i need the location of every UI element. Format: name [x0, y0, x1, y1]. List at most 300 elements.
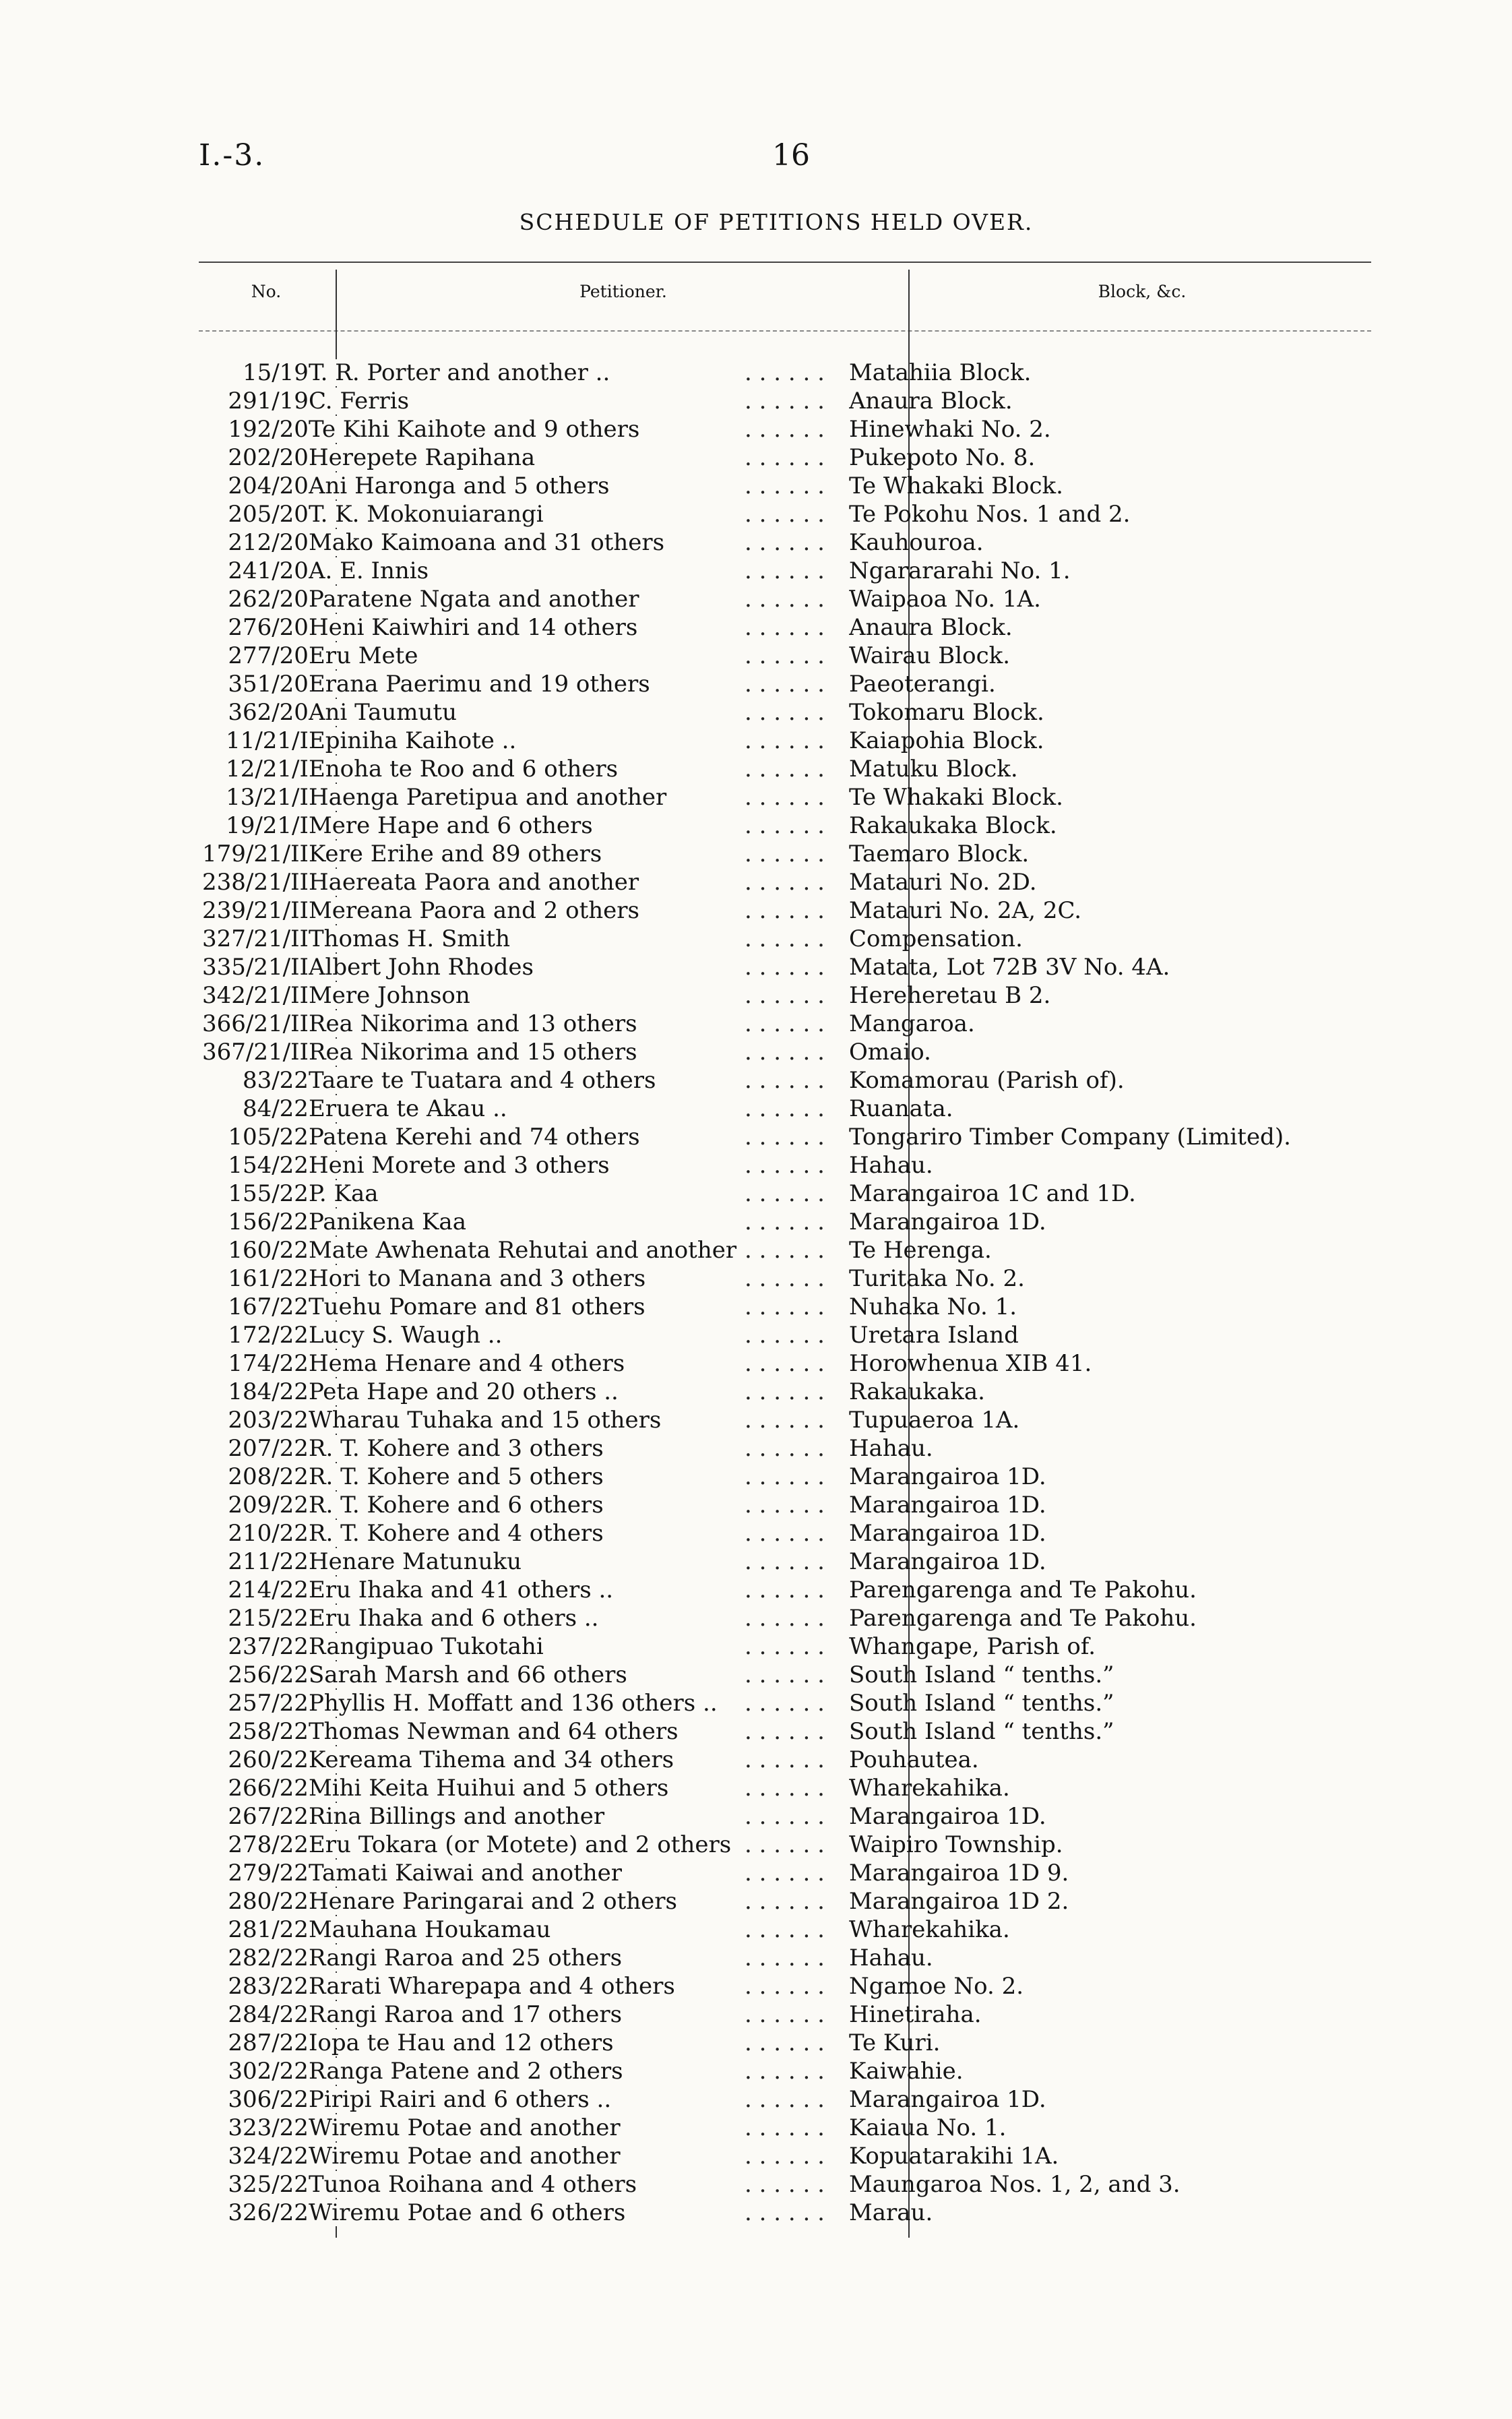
petition-number: 174/22 [228, 1350, 309, 1377]
petitioner-name: Ranga Patene and 2 others [309, 2058, 630, 2085]
petition-number: 326/22 [228, 2199, 309, 2226]
dot-leader: . . . . . . [745, 1265, 825, 1292]
petitioner-cell [309, 1661, 849, 1689]
petitioner-cell [309, 1066, 849, 1095]
petitioner-name: A. E. Innis [309, 557, 435, 584]
dot-leader: . . . . . . [745, 812, 825, 839]
petition-number: 279/22 [228, 1860, 309, 1887]
petitioner-name: Erana Paerimu and 19 others [309, 671, 657, 698]
table-row [202, 840, 1313, 868]
petitioner-cell [309, 1293, 849, 1321]
petitioner-name: Thomas H. Smith [309, 925, 517, 952]
table-row [202, 1038, 1313, 1066]
block-name: Paeoterangi. [848, 671, 996, 698]
dot-leader: . . . . . . [745, 2171, 825, 2198]
petitioner-cell [309, 2170, 849, 2199]
petition-number: 154/22 [228, 1152, 309, 1179]
petition-number: 84/22 [242, 1095, 309, 1122]
block-name: Hahau. [848, 1435, 933, 1462]
petitioner-name: Mako Kaimoana and 31 others [309, 529, 671, 556]
table-row [202, 698, 1313, 727]
dot-leader: . . . . . . [745, 1010, 825, 1037]
dot-leader: . . . . . . [745, 1378, 825, 1405]
petition-number: 155/22 [228, 1180, 309, 1207]
block-name: Marangairoa 1D 2. [848, 1888, 1069, 1915]
block-name: Marangairoa 1D. [848, 2086, 1046, 2113]
dot-leader: . . . . . . [745, 1831, 825, 1858]
petitioner-cell [309, 1944, 849, 1972]
petitioner-name: Hema Henare and 4 others [309, 1350, 631, 1377]
dot-leader: . . . . . . [745, 1548, 825, 1575]
table-row [202, 755, 1313, 783]
block-name: Uretara Island [848, 1322, 1019, 1349]
table-row [202, 1349, 1313, 1378]
block-name: Marangairoa 1D. [848, 1520, 1046, 1547]
block-name: Matauri No. 2D. [848, 869, 1037, 896]
petitioner-cell [309, 1576, 849, 1604]
petitioner-cell [309, 1916, 849, 1944]
dot-leader: . . . . . . [745, 1124, 825, 1151]
petitioner-name: Mere Johnson [309, 982, 477, 1009]
dot-leader: . . . . . . [745, 2058, 825, 2085]
block-name: South Island “ tenths.” [848, 1690, 1114, 1717]
block-name: Hahau. [848, 1945, 933, 1971]
petition-number: 239/21/II [202, 897, 309, 924]
dot-leader: . . . . . . [745, 1746, 825, 1773]
block-name: Kaiapohia Block. [848, 727, 1044, 754]
block-name: Marangairoa 1D 9. [848, 1860, 1069, 1887]
petitioner-name: Rangipuao Tukotahi [309, 1633, 550, 1660]
table-row [202, 1944, 1313, 1972]
table-row [202, 1859, 1313, 1887]
table-row [202, 2114, 1313, 2142]
petitioner-name: Herepete Rapihana [309, 444, 542, 471]
petition-number: 266/22 [228, 1775, 309, 1802]
table-row [202, 1576, 1313, 1604]
block-name: Te Whakaki Block. [848, 472, 1063, 499]
petitioner-cell [309, 727, 849, 755]
page-title-text: SCHEDULE OF PETITIONS HELD OVER. [519, 209, 1034, 235]
petition-number: 277/20 [228, 642, 309, 669]
table-row [202, 1746, 1313, 1774]
petitioner-cell [309, 1632, 849, 1661]
petitioner-name: Kere Erihe and 89 others [309, 840, 608, 867]
petitioner-name: Paratene Ngata and another [309, 586, 646, 613]
petition-number: 276/20 [228, 614, 309, 641]
table-row [202, 2170, 1313, 2199]
petition-number: 325/22 [228, 2171, 309, 2198]
petitioner-cell [309, 1548, 849, 1576]
petitioner-cell [309, 1604, 849, 1632]
block-name: Komamorau (Parish of). [848, 1067, 1125, 1094]
dot-leader: . . . . . . [745, 671, 825, 698]
dot-leader: . . . . . . [745, 472, 825, 499]
table-row [202, 1208, 1313, 1236]
petitioner-cell [309, 1010, 849, 1038]
petitioner-name: Ani Taumutu [309, 699, 464, 726]
table-row [202, 557, 1313, 585]
petition-number: 282/22 [228, 1945, 309, 1971]
dot-leader: . . . . . . [745, 1888, 825, 1915]
petitioner-name: Lucy S. Waugh .. [309, 1322, 509, 1349]
dot-leader: . . . . . . [745, 2086, 825, 2113]
table-row [202, 528, 1313, 557]
paper-code: I.-3. [199, 138, 265, 173]
petitioner-name: Heni Kaiwhiri and 14 others [309, 614, 644, 641]
petitioner-name: R. T. Kohere and 6 others [309, 1492, 610, 1519]
petition-number: 278/22 [228, 1831, 309, 1858]
block-name: Marangairoa 1D. [848, 1208, 1046, 1235]
petitioner-cell [309, 1151, 849, 1180]
table-row [202, 1378, 1313, 1406]
petitioner-cell [309, 868, 849, 896]
petitioner-name: Taare te Tuatara and 4 others [309, 1067, 663, 1094]
petitioner-cell [309, 1774, 849, 1802]
petition-number: 342/21/II [202, 982, 309, 1009]
block-name: Turitaka No. 2. [848, 1265, 1025, 1292]
petitioner-name: Wiremu Potae and another [309, 2114, 627, 2141]
petition-number: 208/22 [228, 1463, 309, 1490]
petitioner-name: Sarah Marsh and 66 others [309, 1661, 634, 1688]
petitioner-cell [309, 1038, 849, 1066]
petitioner-cell [309, 1491, 849, 1519]
petitioner-name: Epiniha Kaihote .. [309, 727, 523, 754]
petition-number: 280/22 [228, 1888, 309, 1915]
table-row [202, 868, 1313, 896]
petitioner-cell [309, 2085, 849, 2114]
petitioner-cell [309, 1746, 849, 1774]
petition-number: 19/21/I [226, 812, 309, 839]
table-row [202, 1321, 1313, 1349]
block-name: Matahiia Block. [848, 359, 1032, 386]
dot-leader: . . . . . . [745, 416, 825, 443]
table-row [202, 812, 1313, 840]
block-name: Kaiwahie. [848, 2058, 964, 2085]
table-row [202, 981, 1313, 1010]
page-number: 16 [772, 138, 810, 173]
block-name: Anaura Block. [848, 388, 1013, 415]
block-name: Tongariro Timber Company (Limited). [848, 1124, 1291, 1151]
petitioner-name: Eru Mete [309, 642, 425, 669]
block-name: Wharekahika. [848, 1775, 1010, 1802]
table-row [202, 2000, 1313, 2029]
petitioner-cell [309, 472, 849, 500]
petitioner-cell [309, 1236, 849, 1264]
dot-leader: . . . . . . [745, 1803, 825, 1830]
petitioner-cell [309, 925, 849, 953]
table-row [202, 1491, 1313, 1519]
petitioner-cell [309, 783, 849, 812]
block-name: Pouhautea. [848, 1746, 979, 1773]
dot-leader: . . . . . . [745, 756, 825, 783]
petitioner-name: R. T. Kohere and 3 others [309, 1435, 610, 1462]
dot-leader: . . . . . . [745, 1605, 825, 1632]
petition-number: 362/20 [228, 699, 309, 726]
table-row [202, 1887, 1313, 1916]
table-row [202, 1661, 1313, 1689]
petition-number: 258/22 [228, 1718, 309, 1745]
block-name: Mangaroa. [848, 1010, 975, 1037]
block-name: Ruanata. [848, 1095, 953, 1122]
petitioner-name: Piripi Rairi and 6 others .. [309, 2086, 618, 2113]
petitioner-name: Eruera te Akau .. [309, 1095, 514, 1122]
petitioner-cell [309, 1802, 849, 1831]
table-row [202, 2057, 1313, 2085]
table-row [202, 585, 1313, 613]
petitioner-name: T. R. Porter and another .. [309, 359, 617, 386]
block-name: Tupuaeroa 1A. [848, 1407, 1020, 1434]
petitioner-cell [309, 1463, 849, 1491]
petitioner-cell [309, 2142, 849, 2170]
block-name: Matata, Lot 72B 3V No. 4A. [848, 954, 1170, 981]
petition-number: 284/22 [228, 2001, 309, 2028]
petitioner-cell [309, 2029, 849, 2057]
petitions-table [202, 359, 1313, 2227]
petition-number: 205/20 [228, 501, 309, 528]
petition-number: 351/20 [228, 671, 309, 698]
table-row [202, 1916, 1313, 1944]
petition-number: 267/22 [228, 1803, 309, 1830]
table-row [202, 1689, 1313, 1717]
petition-number: 214/22 [228, 1576, 309, 1603]
block-name: Maungaroa Nos. 1, 2, and 3. [848, 2171, 1180, 2198]
petition-number: 203/22 [228, 1407, 309, 1434]
petition-number: 11/21/I [226, 727, 309, 754]
dot-leader: . . . . . . [745, 1407, 825, 1434]
petitioner-name: Kereama Tihema and 34 others [309, 1746, 681, 1773]
table-row [202, 2029, 1313, 2057]
petitioner-name: Te Kihi Kaihote and 9 others [309, 416, 646, 443]
column-header-block: Block, &c. [1098, 282, 1187, 301]
petitioner-cell [309, 981, 849, 1010]
petition-number: 241/20 [228, 557, 309, 584]
petitioner-name: Panikena Kaa [309, 1208, 473, 1235]
table-row [202, 1434, 1313, 1463]
dot-leader: . . . . . . [745, 1208, 825, 1235]
petition-number: 13/21/I [226, 784, 309, 811]
petition-number: 291/19 [228, 388, 309, 415]
petitioner-name: Tuehu Pomare and 81 others [309, 1293, 652, 1320]
block-name: Waipiro Township. [848, 1831, 1063, 1858]
petition-number: 160/22 [228, 1237, 309, 1264]
block-name: Kauhouroa. [848, 529, 984, 556]
block-name: Marangairoa 1D. [848, 1463, 1046, 1490]
block-name: Parengarenga and Te Pakohu. [848, 1605, 1197, 1632]
table-row [202, 1548, 1313, 1576]
block-name: Te Kuri. [848, 2029, 941, 2056]
block-name: Waipaoa No. 1A. [848, 586, 1041, 613]
table-row [202, 1095, 1313, 1123]
petitioner-name: Iopa te Hau and 12 others [309, 2029, 621, 2056]
dot-leader: . . . . . . [745, 529, 825, 556]
petition-number: 260/22 [228, 1746, 309, 1773]
petitioner-name: R. T. Kohere and 4 others [309, 1520, 610, 1547]
table-row [202, 1151, 1313, 1180]
petitioner-name: Rea Nikorima and 15 others [309, 1039, 644, 1066]
header-divider [199, 330, 1371, 332]
petitioner-name: Wharau Tuhaka and 15 others [309, 1407, 668, 1434]
petitioner-name: Rina Billings and another [309, 1803, 611, 1830]
petition-number: 323/22 [228, 2114, 309, 2141]
petitioner-name: Rarati Wharepapa and 4 others [309, 1973, 682, 2000]
table-row [202, 613, 1313, 642]
petition-number: 238/21/II [202, 869, 309, 896]
petitioner-cell [309, 387, 849, 415]
petitioner-cell [309, 528, 849, 557]
block-name: Marangairoa 1D. [848, 1492, 1046, 1519]
table-row [202, 500, 1313, 528]
petitioner-name: Ani Haronga and 5 others [309, 472, 617, 499]
petitioner-cell [309, 2114, 849, 2142]
block-name: Marau. [848, 2199, 933, 2226]
dot-leader: . . . . . . [745, 614, 825, 641]
petitioner-name: Rangi Raroa and 25 others [309, 1945, 629, 1971]
petition-number: 204/20 [228, 472, 309, 499]
petition-number: 324/22 [228, 2143, 309, 2170]
petitioner-name: Mere Hape and 6 others [309, 812, 600, 839]
column-header-no: No. [251, 282, 282, 301]
petitioner-cell [309, 1887, 849, 1916]
petitioner-name: Thomas Newman and 64 others [309, 1718, 685, 1745]
dot-leader: . . . . . . [745, 1039, 825, 1066]
petitioner-cell [309, 2000, 849, 2029]
petitioner-cell [309, 1123, 849, 1151]
table-row [202, 1802, 1313, 1831]
petition-number: 209/22 [228, 1492, 309, 1519]
block-name: Hereheretau B 2. [848, 982, 1051, 1009]
table-row [202, 1293, 1313, 1321]
dot-leader: . . . . . . [745, 1180, 825, 1207]
table-row [202, 642, 1313, 670]
table-row [202, 1066, 1313, 1095]
petitioner-cell [309, 2057, 849, 2085]
petition-number: 212/20 [228, 529, 309, 556]
petitioner-cell [309, 1717, 849, 1746]
petitioner-name: Tamati Kaiwai and another [309, 1860, 629, 1887]
petitioner-cell [309, 1689, 849, 1717]
block-name: Rakaukaka Block. [848, 812, 1057, 839]
dot-leader: . . . . . . [745, 1322, 825, 1349]
petitioner-name: Rea Nikorima and 13 others [309, 1010, 644, 1037]
petition-number: 192/20 [228, 416, 309, 443]
dot-leader: . . . . . . [745, 2114, 825, 2141]
dot-leader: . . . . . . [745, 982, 825, 1009]
petitioner-cell [309, 443, 849, 472]
table-row [202, 925, 1313, 953]
petitioner-cell [309, 500, 849, 528]
block-name: Ngamoe No. 2. [848, 1973, 1024, 2000]
block-name: Compensation. [848, 925, 1023, 952]
petition-number: 179/21/II [202, 840, 309, 867]
table-row [202, 472, 1313, 500]
petition-number: 281/22 [228, 1916, 309, 1943]
petitioner-cell [309, 585, 849, 613]
table-row [202, 1831, 1313, 1859]
block-name: Hinewhaki No. 2. [848, 416, 1051, 443]
petitioner-cell [309, 1434, 849, 1463]
dot-leader: . . . . . . [745, 1492, 825, 1519]
table-row [202, 1180, 1313, 1208]
petition-number: 15/19 [242, 359, 309, 386]
block-name: Te Pokohu Nos. 1 and 2. [848, 501, 1131, 528]
petition-number: 156/22 [228, 1208, 309, 1235]
block-name: Kaiaua No. 1. [848, 2114, 1007, 2141]
block-name: Rakaukaka. [848, 1378, 985, 1405]
table-row [202, 2199, 1313, 2227]
petition-number: 215/22 [228, 1605, 309, 1632]
dot-leader: . . . . . . [745, 1237, 825, 1264]
dot-leader: . . . . . . [745, 699, 825, 726]
dot-leader: . . . . . . [745, 925, 825, 952]
table-row [202, 443, 1313, 472]
dot-leader: . . . . . . [745, 444, 825, 471]
petition-number: 302/22 [228, 2058, 309, 2085]
petitioner-name: Wiremu Potae and another [309, 2143, 627, 2170]
block-name: Anaura Block. [848, 614, 1013, 641]
petitioner-name: Wiremu Potae and 6 others [309, 2199, 632, 2226]
block-name: South Island “ tenths.” [848, 1718, 1114, 1745]
petitioner-name: Hori to Manana and 3 others [309, 1265, 652, 1292]
table-row [202, 1604, 1313, 1632]
dot-leader: . . . . . . [745, 1293, 825, 1320]
petition-number: 366/21/II [202, 1010, 309, 1037]
dot-leader: . . . . . . [745, 2029, 825, 2056]
table-row [202, 1463, 1313, 1491]
petitioner-cell [309, 642, 849, 670]
petition-number: 202/20 [228, 444, 309, 471]
petition-number: 184/22 [228, 1378, 309, 1405]
block-name: Wairau Block. [848, 642, 1011, 669]
petitioner-cell [309, 698, 849, 727]
petitioner-name: Haenga Paretipua and another [309, 784, 673, 811]
petitions-table-body [202, 359, 1313, 2227]
block-name: Te Herenga. [848, 1237, 992, 1264]
petition-number: 287/22 [228, 2029, 309, 2056]
dot-leader: . . . . . . [745, 1775, 825, 1802]
table-row [202, 1774, 1313, 1802]
block-name: Whangape, Parish of. [848, 1633, 1096, 1660]
petitioner-name: Mihi Keita Huihui and 5 others [309, 1775, 675, 1802]
dot-leader: . . . . . . [745, 1860, 825, 1887]
petitioner-cell [309, 670, 849, 698]
table-row [202, 953, 1313, 981]
block-name: South Island “ tenths.” [848, 1661, 1114, 1688]
petitioner-cell [309, 755, 849, 783]
table-row [202, 415, 1313, 443]
dot-leader: . . . . . . [745, 501, 825, 528]
petitioner-cell [309, 1972, 849, 2000]
dot-leader: . . . . . . [745, 1661, 825, 1688]
block-name: Hahau. [848, 1152, 933, 1179]
petitioner-cell [309, 2199, 849, 2227]
block-name: Ngarararahi No. 1. [848, 557, 1071, 584]
petition-number: 283/22 [228, 1973, 309, 2000]
block-name: Te Whakaki Block. [848, 784, 1063, 811]
table-row [202, 727, 1313, 755]
petitioner-name: Eru Tokara (or Motete) and 2 others [309, 1831, 738, 1858]
block-name: Kopuatarakihi 1A. [848, 2143, 1059, 2170]
petitioner-name: Tunoa Roihana and 4 others [309, 2171, 643, 2198]
dot-leader: . . . . . . [745, 840, 825, 867]
petitioner-name: Mereana Paora and 2 others [309, 897, 646, 924]
dot-leader: . . . . . . [745, 1576, 825, 1603]
petition-number: 161/22 [228, 1265, 309, 1292]
table-row [202, 359, 1313, 387]
table-row [202, 1972, 1313, 2000]
petitioner-cell [309, 1095, 849, 1123]
petitioner-name: T. K. Mokonuiarangi [309, 501, 550, 528]
petitioner-name: Phyllis H. Moffatt and 136 others .. [309, 1690, 724, 1717]
